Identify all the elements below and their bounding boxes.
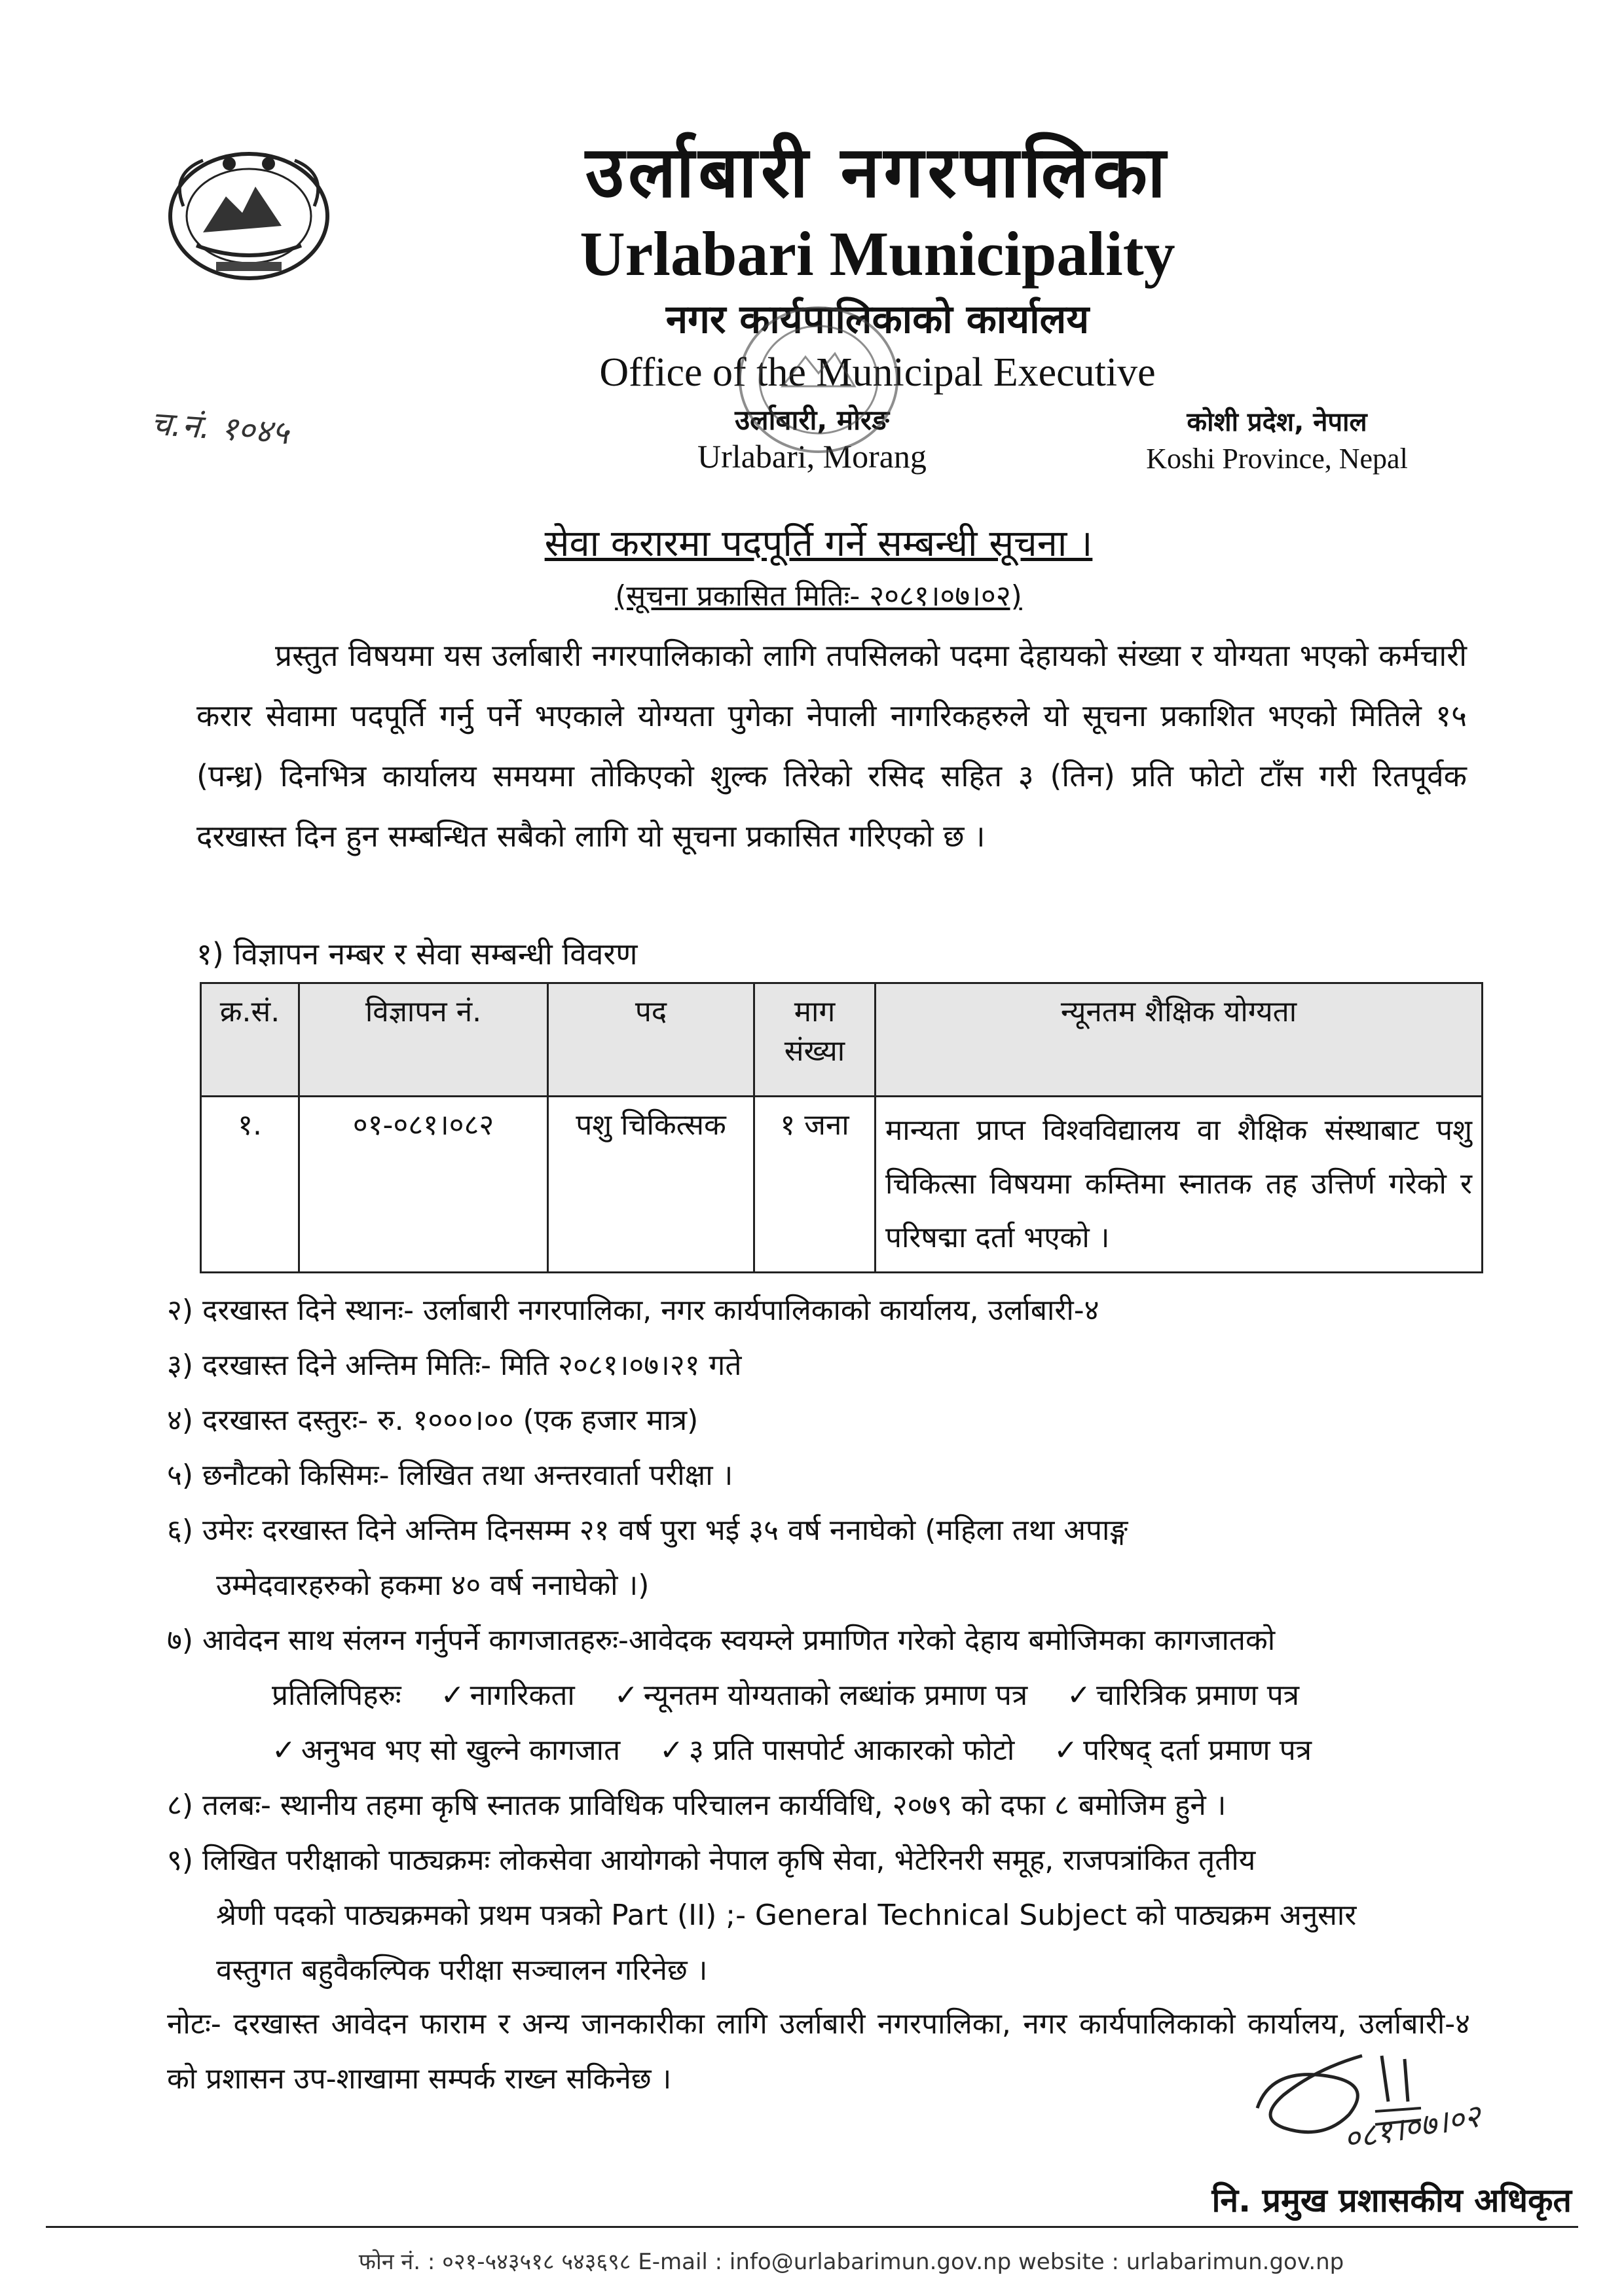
item-selection-type: ५) छनौटको किसिमः- लिखित तथा अन्तरवार्ता परीक्षा । [167,1459,733,1492]
header-ad-number: विज्ञापन नं. [299,983,548,1097]
cell-ad-number: ०१-०८१।०८२ [299,1097,548,1273]
item-syllabus-line2: श्रेणी पदको पाठ्यक्रमको प्रथम पत्रको Part (II) ;- General Technical Subject को पाठ्यक्रम अनुसार [216,1899,1357,1932]
notice-date: (सूचना प्रकासित मितिः- २०८१।०७।०२) [615,579,1022,613]
intro-paragraph: प्रस्तुत विषयमा यस उर्लाबारी नगरपालिकाको लागि तपसिलको पदमा देहायको संख्या र योग्यता भएको कर्मचारी करार सेवामा पदपूर्ति गर्नु पर्ने भएकाले योग्यता पुगेका नेपाली नागरिकहरुले यो सूचना प्रकाशित भएको मितिले १५ (पन्ध्र) दिनभित्र कार्यालय समयमा तोकिएको शुल्क तिरेको रसिद सहित ३ (तिन) प्रति फोटो टाँस गरी रितपूर्वक दरखास्त दिन हुन सम्बन्धित सबैको लागि यो सूचना प्रकासित गरिएको छ । [196,638,1467,854]
item-syllabus-line1: ९) लिखित परीक्षाको पाठ्यक्रमः लोकसेवा आयोगको नेपाल कृषि सेवा, भेटेरिनरी समूह, राजपत्रांकित तृतीय [167,1844,1256,1877]
document-item: ✓ ३ प्रति पासपोर्ट आकारको फोटो [659,1734,1015,1767]
check-icon: ✓ [1067,1679,1092,1712]
check-icon: ✓ [272,1734,296,1767]
item-documents [167,1613,1470,1778]
cell-qualification: मान्यता प्राप्त विश्वविद्यालय वा शैक्षिक संस्थाबाट पशु चिकित्सा विषयमा कम्तिमा स्नातक तह उत्तिर्ण गरेको र परिषद्मा दर्ता भएको । [876,1097,1483,1273]
cell-demand-count: १ जना [754,1097,876,1273]
office-name-np: नगर कार्यपालिकाको कार्यालय [665,297,1090,342]
table-header-row [201,983,1483,1097]
document-item: ✓ नागरिकता [440,1679,575,1712]
header-qualification: न्यूनतम शैक्षिक योग्यता [876,983,1483,1097]
footer-divider [46,2226,1578,2228]
documents-list [167,1668,1470,1778]
item-age-line1: ६) उमेरः दरखास्त दिने अन्तिम दिनसम्म २१ वर्ष पुरा भई ३५ वर्ष ननाघेको (महिला तथा अपाङ्ग [167,1514,1128,1547]
item-age [167,1503,1470,1613]
header-serial: क्र.सं. [201,983,299,1097]
signature-date: ०८१।०७।०२ [1340,2098,1484,2158]
note-paragraph: नोटः- दरखास्त आवेदन फाराम र अन्य जानकारीका लागि उर्लाबारी नगरपालिका, नगर कार्यपालिकाको कार्यालय, उर्लाबारी-४ को प्रशासन उप-शाखामा सम्पर्क राख्न सकिनेछ । [167,2007,1470,2096]
item-documents-line1: ७) आवेदन साथ संलग्न गर्नुपर्ने कागजातहरुः-आवेदक स्वयम्ले प्रमाणित गरेको देहाय बमोजिमका कागजातको [167,1624,1276,1657]
document-item: ✓ न्यूनतम योग्यताको लब्धांक प्रमाण पत्र [614,1679,1028,1712]
section-1-heading: १) विज्ञापन नम्बर र सेवा सम्बन्धी विवरण [196,936,638,972]
header-demand-count: माग संख्या [754,983,876,1097]
check-icon: ✓ [614,1679,638,1712]
documents-label: प्रतिलिपिहरुः [272,1679,401,1712]
municipality-title-en: Urlabari Municipality [580,219,1175,289]
office-stamp-icon [720,295,917,465]
document-item: ✓ अनुभव भए सो खुल्ने कागजात [272,1734,621,1767]
location-en: Urlabari, Morang [697,438,927,475]
municipality-title-np: उर्लाबारी नगरपालिका [585,132,1170,213]
document-item: ✓ परिषद् दर्ता प्रमाण पत्र [1054,1734,1312,1767]
check-icon: ✓ [659,1734,684,1767]
signatory-title: नि. प्रमुख प्रशासकीय अधिकृत [1211,2181,1572,2219]
nepal-emblem-icon [157,134,341,285]
document-item: ✓ चारित्रिक प्रमाण पत्र [1067,1679,1300,1712]
item-fee: ४) दरखास्त दस्तुरः- रु. १०००।०० (एक हजार मात्र) [167,1404,699,1437]
check-icon: ✓ [440,1679,465,1712]
item-syllabus [167,1833,1470,1998]
reference-number: च.नं. १०४५ [149,404,291,452]
check-icon: ✓ [1054,1734,1079,1767]
cell-post: पशु चिकित्सक [548,1097,754,1273]
province-en: Koshi Province, Nepal [1146,443,1408,475]
item-application-place: २) दरखास्त दिने स्थानः- उर्लाबारी नगरपालिका, नगर कार्यपालिकाको कार्यालय, उर्लाबारी-४ [167,1294,1099,1327]
footer-contact: फोन नं. : ०२१-५४३५१८ ५४३६९८ E-mail : info@urlabarimun.gov.np website : urlabarimun.gov.np [358,2249,1344,2275]
header-post: पद [548,983,754,1097]
item-syllabus-line3: वस्तुगत बहुवैकल्पिक परीक्षा सञ्चालन गरिनेछ । [216,1954,708,1987]
item-salary: ८) तलबः- स्थानीय तहमा कृषि स्नातक प्राविधिक परिचालन कार्यविधि, २०७९ को दफा ८ बमोजिम हुने । [167,1789,1227,1822]
item-age-line2: उम्मेदवारहरुको हकमा ४० वर्ष ननाघेको ।) [216,1569,650,1602]
notice-items [167,1283,1470,1998]
cell-serial: १. [201,1097,299,1273]
province-np: कोशी प्रदेश, नेपाल [1187,407,1367,437]
location-np: उर्लाबारी, मोरङ [735,404,889,436]
notice-title: सेवा करारमा पदपूर्ति गर्ने सम्बन्धी सूचना । [544,522,1093,565]
item-deadline: ३) दरखास्त दिने अन्तिम मितिः- मिति २०८१।०७।२१ गते [167,1349,742,1382]
vacancy-table [200,982,1483,1273]
office-name-en: Office of the Municipal Executive [599,350,1156,395]
table-row [201,1097,1483,1273]
